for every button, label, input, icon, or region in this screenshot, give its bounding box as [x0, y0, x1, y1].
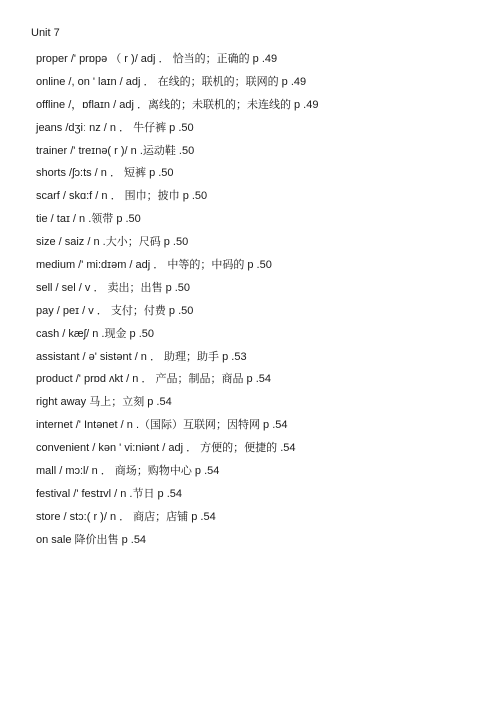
- vocab-entry-right-away: right away 马上；立刻 p .54: [36, 396, 172, 409]
- vocab-entry-product: product /' prɒd ʌkt / n ． 产品；制品；商品 p .54: [36, 373, 272, 386]
- vocab-entry-size: size / saiz / n .大小；尺码 p .50: [36, 236, 189, 249]
- vocabulary-list: [36, 52, 318, 556]
- vocab-entry-online: online /, on ' laɪn / adj ． 在线的；联机的；联网的 p .49: [36, 75, 307, 88]
- vocab-entry-pay: pay / peɪ / v ． 支付；付费 p .50: [36, 304, 194, 317]
- vocab-entry-jeans: jeans /dʒiː nz / n ． 牛仔裤 p .50: [36, 121, 194, 134]
- vocab-entry-cash: cash / kæʃ/ n .现金 p .50: [36, 327, 154, 340]
- vocab-entry-scarf: scarf / skɑ:f / n ． 围巾；披巾 p .50: [36, 190, 208, 203]
- vocab-entry-sell: sell / sel / v ． 卖出；出售 p .50: [36, 281, 191, 294]
- vocab-entry-festival: festival /' festɪvl / n .节日 p .54: [36, 487, 183, 500]
- vocab-entry-proper: proper /' prɒpə （ r )/ adj ． 恰当的；正确的 p .49: [36, 53, 278, 65]
- vocab-entry-on-sale: on sale 降价出售 p .54: [36, 533, 147, 546]
- vocab-entry-offline: offline /，ɒflaɪn / adj ．离线的；未联机的；未连线的 p .49: [36, 98, 319, 111]
- vocab-entry-assistant: assistant / ə' sistənt / n ． 助理；助手 p .53: [36, 350, 247, 363]
- vocab-entry-tie: tie / taɪ / n .领带 p .50: [36, 213, 141, 226]
- vocab-entry-medium: medium /' mi:dɪəm / adj ． 中等的；中码的 p .50: [36, 259, 272, 272]
- vocab-entry-internet: internet /' Intənet / n .（国际）互联网；因特网 p .54: [36, 419, 288, 432]
- vocab-entry-shorts: shorts /ʃɔ:ts / n ． 短裤 p .50: [36, 167, 174, 180]
- vocab-entry-convenient: convenient / kən ' vi:niənt / adj ． 方便的；便捷的 .54: [36, 442, 296, 455]
- vocab-entry-mall: mall / mɔ:l/ n ． 商场；购物中心 p .54: [36, 465, 220, 478]
- vocab-entry-trainer: trainer /' treɪnə( r )/ n .运动鞋 .50: [36, 144, 195, 157]
- unit-title: Unit 7: [31, 27, 60, 39]
- vocab-entry-store: store / stɔ:( r )/ n ． 商店；店铺 p .54: [36, 510, 216, 523]
